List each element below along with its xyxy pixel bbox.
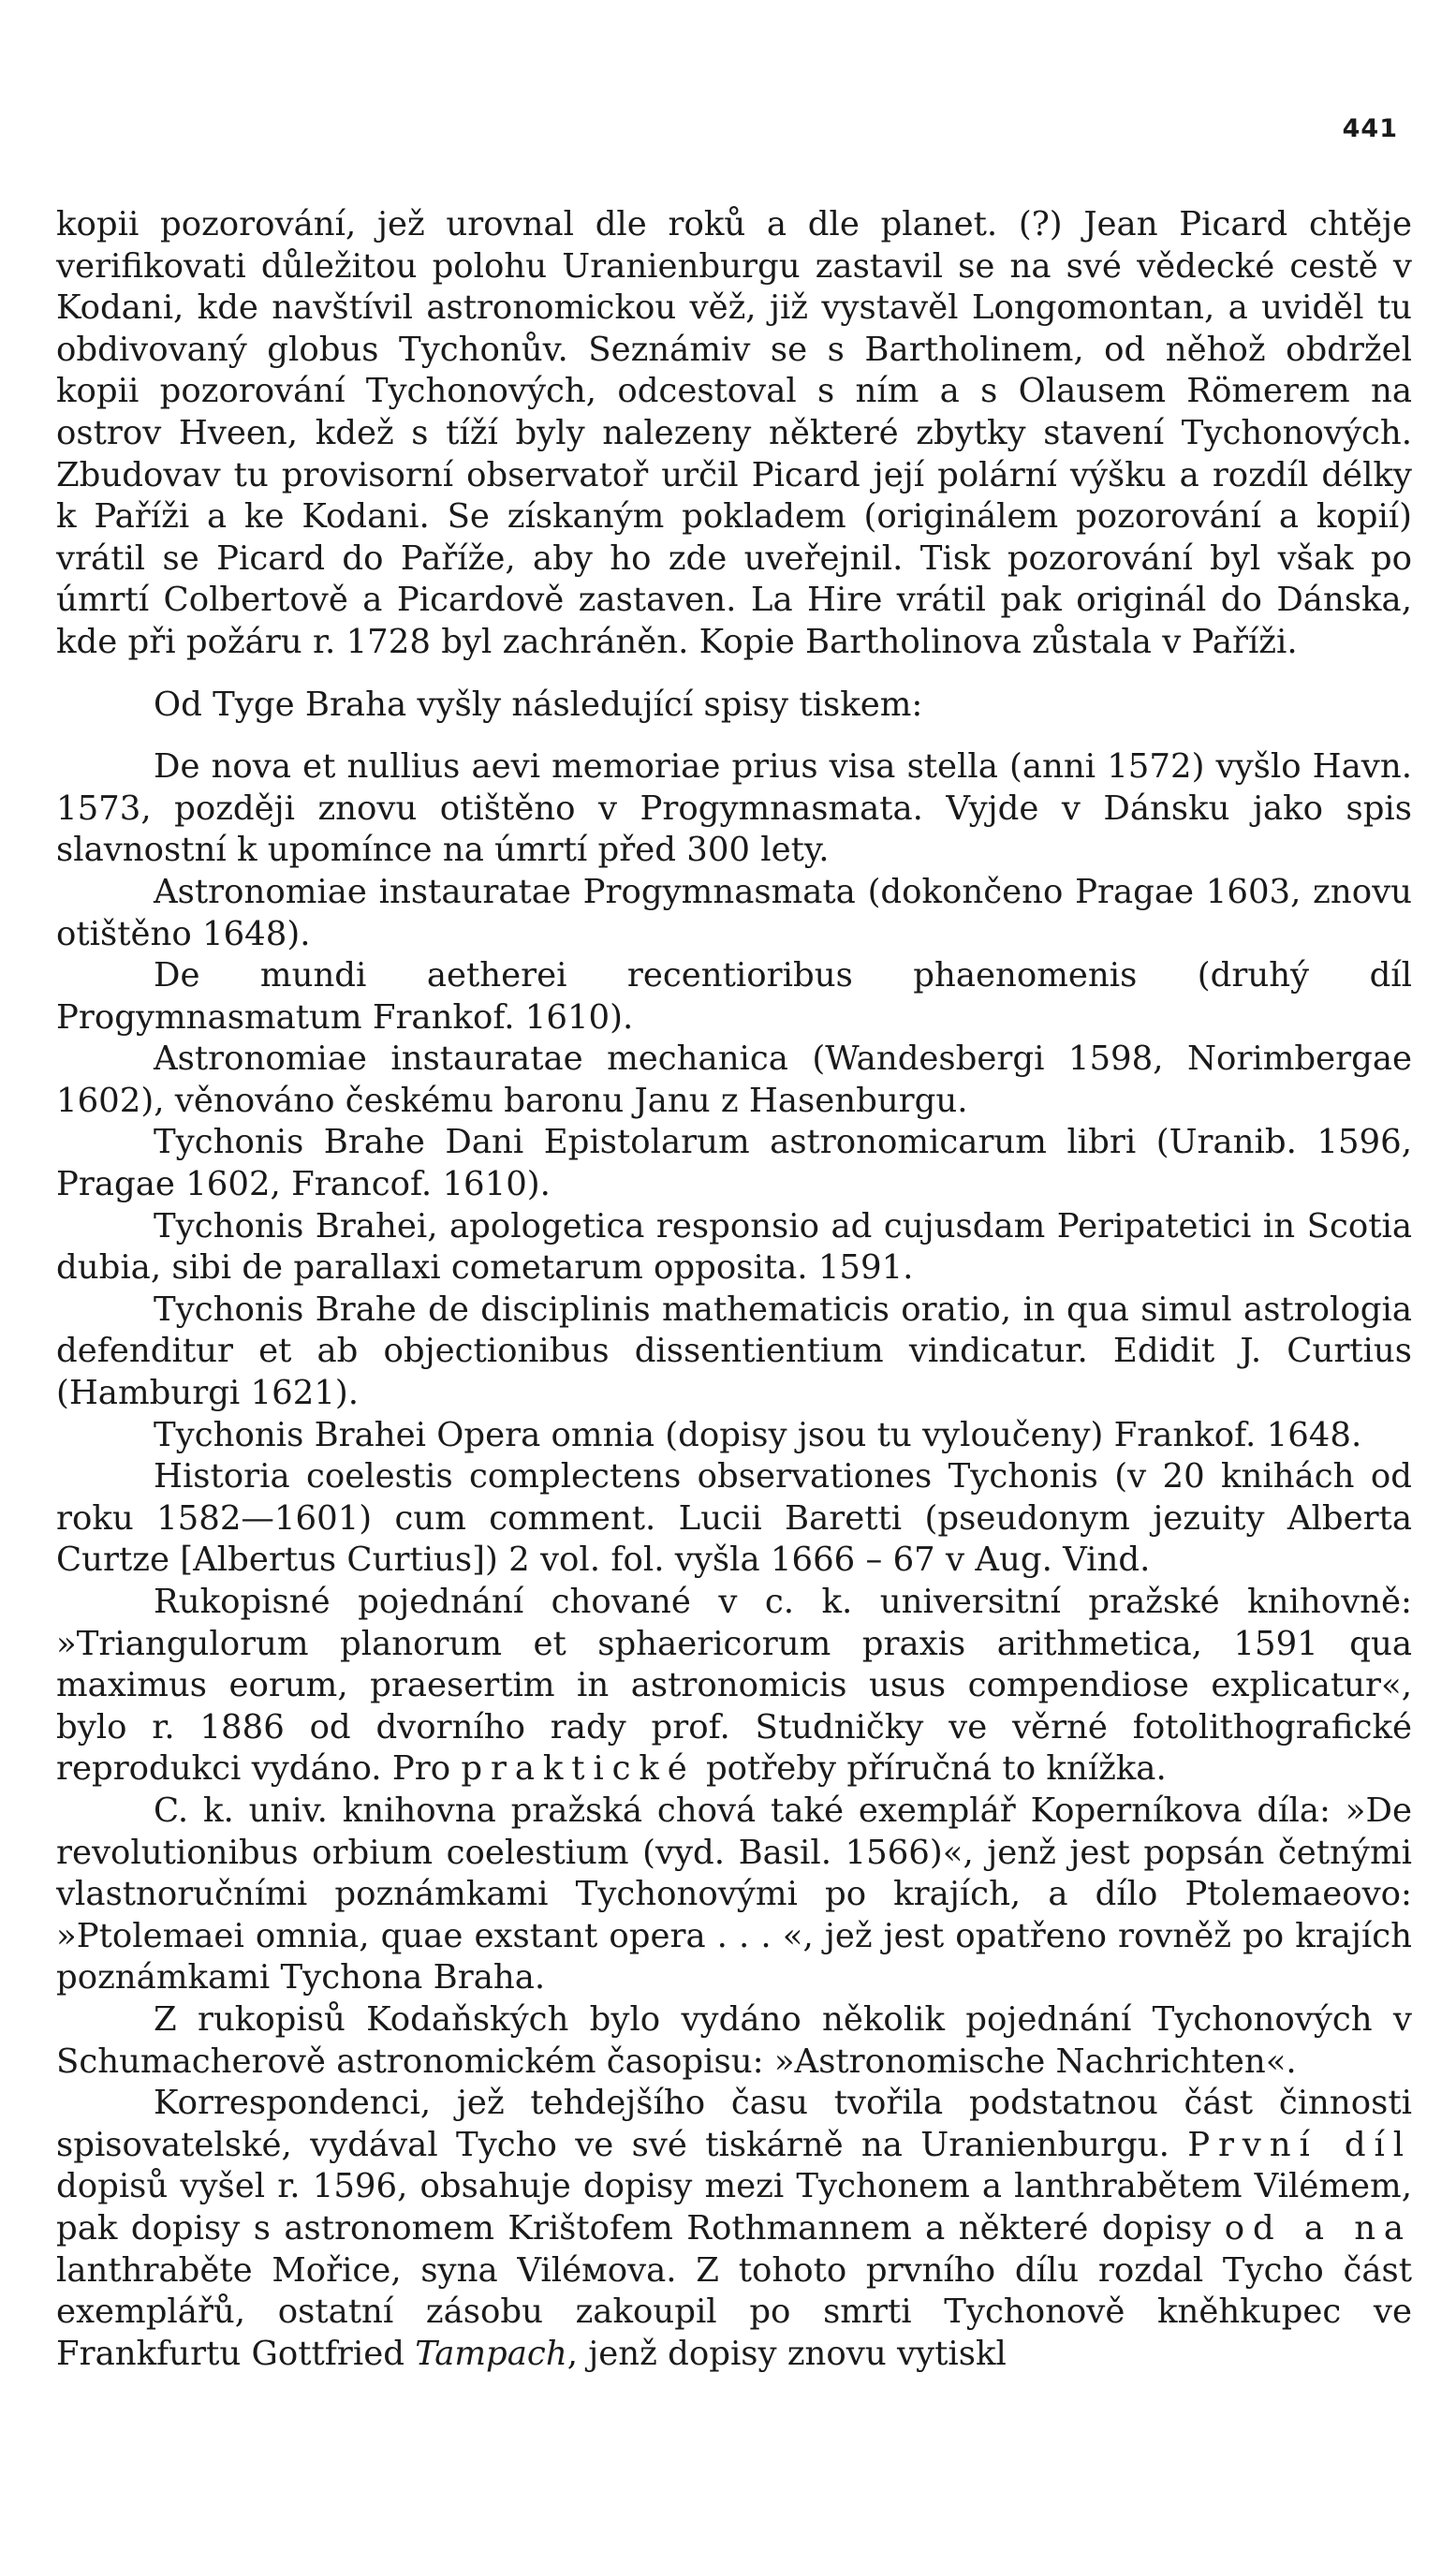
- correspondence-emphasis-first-part: První díl: [1187, 2125, 1412, 2164]
- paragraph-progymnasmata: Astronomiae instauratae Progymnasmata (dokončeno Pragae 1603, znovu otištěno 1648).: [56, 872, 1412, 953]
- correspondence-name-tampach: Tampach: [415, 2334, 567, 2373]
- paragraph-apologetica: Tychonis Brahei, apologetica responsio ad cujusdam Peripatetici in Scotia dubia, sibi de parallaxi cometarum opposita. 1591.: [56, 1206, 1412, 1288]
- paragraph-manuscript: [56, 1582, 1412, 1791]
- manuscript-emphasis: praktické: [461, 1749, 696, 1789]
- paragraph-oratio: Tychonis Brahe de disciplinis mathematicis oratio, in qua simul astrologia defenditur et ab objectionibus dissentientium vindicatur. Edidit J. Curtius (Hamburgi 1621).: [56, 1290, 1412, 1413]
- paragraph-writings-intro: Od Tyge Braha vyšly následující spisy tiskem:: [154, 685, 923, 724]
- page-number: 441: [1342, 114, 1398, 143]
- paragraph-mechanica: Astronomiae instauratae mechanica (Wandesbergi 1598, Norimbergae 1602), věnováno českému baronu Janu z Hasenburgu.: [56, 1039, 1412, 1120]
- correspondence-emphasis-from-to: od a na: [1224, 2208, 1412, 2248]
- paragraph-de-nova-stella: De nova et nullius aevi memoriae prius visa stella (anni 1572) vyšlo Havn. 1573, později znovu otištěno v Progymnasmata. Vyjde v Dánsku jako spis slavnostní k upomínce na úmrtí před 300 lety.: [56, 747, 1412, 870]
- paragraph-opera-omnia: Tychonis Brahei Opera omnia (dopisy jsou tu vyloučeny) Frankof. 1648.: [154, 1415, 1362, 1454]
- correspondence-text-d: , jenž dopisy znovu vytiskl: [566, 2334, 1007, 2373]
- correspondence-text-c: lanthraběte Mořice, syna Viléмova. Z tohoto prvního dílu rozdal Tycho část exemplářů, ostatní zásobu zakoupil po smrti Tychonově kněhkupec ve Frankfurtu Gottfried: [56, 2250, 1412, 2373]
- manuscript-text-b: potřeby příručná to knížka.: [705, 1749, 1167, 1789]
- paragraph-epistolarum: Tychonis Brahe Dani Epistolarum astronomicarum libri (Uranib. 1596, Pragae 1602, Francof. 1610).: [56, 1123, 1412, 1204]
- correspondence-text-b: dopisů vyšel r. 1596, obsahuje dopisy mezi Tychonem a lanthrabětem Vilémem, pak dopisy s astronomem Krištofem Rothmannem a některé dopisy: [56, 2167, 1412, 2248]
- paragraph-copenhagen-manuscripts: Z rukopisů Kodaňských bylo vydáno několik pojednání Tychonových v Schumacherově astronomickém časopisu: »Astronomische Nachrichten«.: [56, 1999, 1412, 2081]
- paragraph-library-copernicus: C. k. univ. knihovna pražská chová také exemplář Koperníkova díla: »De revolutionibus orbium coelestium (vyd. Basil. 1566)«, jenž jest popsán četnými vlastnoručními poznámkami Tychonovými po krajích, a dílo Ptolemaeovo: »Ptolemaei omnia, quae exstant opera . . . «, jež jest opatřeno rovněž po krajích poznámkami Tychona Braha.: [56, 1791, 1412, 1997]
- manuscript-text-a: Rukopisné pojednání chované v c. k. universitní pražské knihovně: »Triangulorum planorum et sphaericorum praxis arithmetica, 1591 qua maximus eorum, praesertim in astronomicis usus compendiose explicatur«, bylo r. 1886 od dvorního rady prof. Studničky ve věrné fotolithografické reprodukci vydáno. Pro: [56, 1583, 1412, 1789]
- paragraph-de-mundi: De mundi aetherei recentioribus phaenomenis (druhý díl Progymnasmatum Frankof. 1610).: [56, 956, 1412, 1037]
- paragraph-picard: kopii pozorování, jež urovnal dle roků a dle planet. (?) Jean Picard chtěje verifikovati důležitou polohu Uranienburgu zastavil se na své vědecké cestě v Kodani, kde navštívil astronomickou věž, již vystavěl Longomontan, a uviděl tu obdivovaný globus Tychonův. Seznámiv se s Bartholinem, od něhož obdržel kopii pozorování Tychonových, odcestoval s ním a s Olausem Römerem na ostrov Hveen, kdež s tíží byly nalezeny některé zbytky stavení Tychonových. Zbudovav tu provisorní observatoř určil Picard její polární výšku a rozdíl délky k Paříži a ke Kodani. Se získaným pokladem (originálem pozorování a kopií) vrátil se Picard do Paříže, aby ho zde uveřejnil. Tisk pozorování byl však po úmrtí Colbertově a Picardově zastaven. La Hire vrátil pak originál do Dánska, kde při požáru r. 1728 byl zachráněn. Kopie Bartholinova zůstala v Paříži.: [56, 205, 1412, 661]
- body-text: [56, 204, 1412, 2375]
- paragraph-correspondence: [56, 2083, 1412, 2375]
- correspondence-text-a: Korrespondenci, jež tehdejšího času tvořila podstatnou část činnosti spisovatelské, vydával Tycho ve své tiskárně na Uranienburgu.: [56, 2084, 1412, 2164]
- paragraph-historia-coelestis: Historia coelestis complectens observationes Tychonis (v 20 knihách od roku 1582—1601) cum comment. Lucii Baretti (pseudonym jezuity Alberta Curtze [Albertus Curtius]) 2 vol. fol. vyšla 1666 – 67 v Aug. Vind.: [56, 1457, 1412, 1580]
